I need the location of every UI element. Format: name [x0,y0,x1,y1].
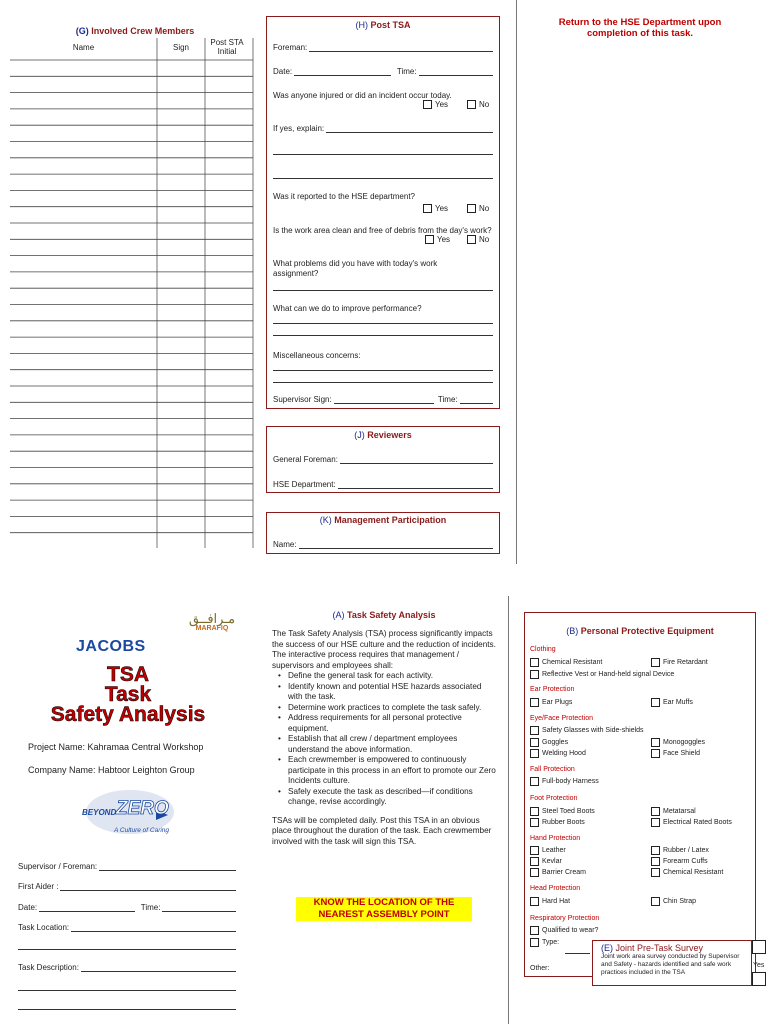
crew-table [10,24,260,554]
ppe-title [525,626,755,636]
crew-section [10,24,260,554]
ppe-barrier-cream[interactable]: Barrier Cream [530,868,586,877]
marafiq-text: MARAFIQ [195,625,229,632]
assembly-line-2: NEAREST ASSEMBLY POINT [318,909,450,920]
tsa-bullet: • Determine work practices to complete the task safely. [272,703,496,714]
reviewers-title [267,430,499,440]
first-aider-field[interactable] [18,882,236,891]
explain-line[interactable] [273,154,493,155]
task-location-line[interactable] [18,949,236,950]
supervisor-sign-label: Supervisor Sign: [273,395,332,404]
time-label: Time: [396,67,417,76]
foreman-field[interactable] [273,43,493,52]
ppe-leather[interactable]: Leather [530,846,566,855]
return-notice: Return to the HSE Department upon completion of this task. [558,17,722,39]
q-injured: Was anyone injured or did an incident occur today. [273,91,452,100]
ppe-steel-toed[interactable]: Steel Toed Boots [530,807,595,816]
beyond-zero-logo [80,784,180,842]
cover-time-label: Time: [140,903,161,912]
post-tsa-panel [266,16,500,409]
survey-letter: (E) [601,943,613,953]
supervisor-sign-field[interactable] [273,395,493,404]
task-description-field[interactable] [18,963,236,972]
jacobs-logo: JACOBS [76,638,146,655]
cover-date-time-field[interactable] [18,903,236,912]
ppe-rubber-boots[interactable]: Rubber Boots [530,818,585,827]
ppe-electrical-boots[interactable]: Electrical Rated Boots [651,818,732,827]
q-reported-yes[interactable]: Yes [423,204,448,213]
reviewers-panel [266,426,500,493]
post-tsa-title [267,20,499,30]
supervisor-label: Supervisor / Foreman: [18,862,98,871]
tsa-intro: The Task Safety Analysis (TSA) process significantly impacts the success of our HSE culture and the reduction of incidents. The interactive process requires that management / supervisors and employees shall: [272,629,496,670]
zero-text: ZERO [116,798,169,819]
ppe-respiratory-heading: Respiratory Protection [530,915,600,922]
general-foreman-field[interactable] [273,455,493,464]
marafiq-logo [182,612,242,636]
ppe-reflective-vest[interactable]: Reflective Vest or Hand-held signal Device [530,670,674,679]
tsa-title-text: Task Safety Analysis [346,610,436,620]
tsa-letter: (A) [332,610,345,620]
tsa-bullet: • Safely execute the task as described—if conditions change, revise accordingly. [272,787,496,808]
survey-title-text: Joint Pre-Task Survey [615,943,704,953]
fold-divider-bottom [508,596,509,1024]
crew-col-name: Name [72,43,95,52]
ppe-welding-hood[interactable]: Welding Hood [530,749,586,758]
survey-yes-box[interactable] [752,940,766,954]
crew-title-text: Involved Crew Members [91,26,195,36]
tsa-bullet: • Define the general task for each activity. [272,671,496,682]
ppe-forearm-cuffs[interactable]: Forearm Cuffs [651,857,708,866]
ppe-rubber-latex[interactable]: Rubber / Latex [651,846,709,855]
q-clean-yes[interactable]: Yes [423,235,450,244]
misc-line[interactable] [273,370,493,371]
tsa-bullet: • Establish that all crew / department employees understand the above information. [272,734,496,755]
tsa-bullets [272,671,496,808]
improve-line[interactable] [273,335,493,336]
cover-title [28,665,228,725]
supervisor-field[interactable] [18,862,236,871]
explain-field[interactable] [273,124,493,133]
explain-line[interactable] [273,178,493,179]
ppe-face-shield[interactable]: Face Shield [651,749,700,758]
q-clean-no[interactable]: No [467,235,489,244]
tsa-bullet: • Address requirements for all personal protective equipment. [272,713,496,734]
date-label: Date: [273,67,293,76]
company-name: Company Name: Habtoor Leighton Group [28,765,195,775]
management-name-label: Name: [273,540,297,549]
ppe-type[interactable]: Type: [530,938,559,947]
ppe-safety-glasses[interactable]: Safety Glasses with Side-shields [530,726,644,735]
explain-label: If yes, explain: [273,124,325,133]
q-improve: What can we do to improve performance? [273,304,422,313]
survey-text: Joint work area survey conducted by Supervisor and Safety - hazards identified and safe work practices included in the TSA [601,953,740,976]
ppe-chin-strap[interactable]: Chin Strap [651,897,696,906]
ppe-hand-heading: Hand Protection [530,835,581,842]
date-time-field[interactable] [273,67,493,76]
ppe-monogoggles[interactable]: Monogoggles [651,738,705,747]
ppe-other[interactable]: Other: [530,965,550,972]
tagline: A Culture of Caring [114,827,170,834]
crew-col-post: Post STA Initial [210,38,244,56]
survey-yes-label: Yes [753,962,765,969]
beyond-text: BEYOND [82,808,117,817]
tsa-closing: TSAs will be completed daily. Post this TSA in an obvious place throughout the duration of the task. Each crewmember involved with the task will sign this TSA. [272,815,492,846]
tsa-bullet: • Identify known and potential HSE hazards associated with the task. [272,682,496,703]
cover-title-safety-analysis: Safety Analysis [50,703,206,726]
crew-col-sign: Sign [172,43,189,52]
post-tsa-letter: (H) [355,20,368,30]
improve-line[interactable] [273,323,493,324]
ppe-panel [524,612,756,977]
ppe-full-body-harness[interactable]: Full-body Harness [530,777,599,786]
ppe-head-heading: Head Protection [530,885,581,892]
ppe-eye-heading: Eye/Face Protection [530,715,594,722]
reviewers-title-text: Reviewers [367,430,412,440]
ppe-chemical-resistant-gloves[interactable]: Chemical Resistant [651,868,723,877]
assembly-point-banner [296,897,472,921]
fold-divider [516,0,517,564]
ppe-ear-plugs[interactable]: Ear Plugs [530,698,572,707]
management-title [267,515,499,525]
management-title-text: Management Participation [334,515,447,525]
q-reported-no[interactable]: No [467,204,489,213]
hse-department-field[interactable] [273,480,493,489]
task-description-line[interactable] [18,1009,236,1010]
ppe-clothing-heading: Clothing [530,646,556,653]
tsa-title [272,610,496,620]
q-clean: Is the work area clean and free of debris from the day's work? [273,226,492,235]
hse-department-label: HSE Department: [273,480,336,489]
problems-line[interactable] [273,290,493,291]
task-location-field[interactable] [18,923,236,932]
task-location-label: Task Location: [18,923,70,932]
task-description-label: Task Description: [18,963,79,972]
cover-date-label: Date: [18,903,38,912]
ppe-hard-hat[interactable]: Hard Hat [530,897,570,906]
general-foreman-label: General Foreman: [273,455,338,464]
q-injured-no[interactable]: No [467,100,489,109]
ppe-fall-heading: Fall Protection [530,766,575,773]
ppe-foot-heading: Foot Protection [530,795,578,802]
post-tsa-title-text: Post TSA [370,20,411,30]
first-aider-label: First Aider : [18,882,59,891]
foreman-label: Foreman: [273,43,308,52]
ppe-goggles[interactable]: Goggles [530,738,568,747]
ppe-metatarsal[interactable]: Metatarsal [651,807,696,816]
assembly-line-1: KNOW THE LOCATION OF THE [313,897,455,908]
management-panel [266,512,500,554]
ppe-title-text: Personal Protective Equipment [580,626,714,636]
ppe-qualified[interactable]: Qualified to wear? [530,926,598,935]
misc-line[interactable] [273,382,493,383]
tsa-section [272,610,496,847]
marafiq-arabic: مـرافــق [188,611,236,626]
reviewers-letter: (J) [354,430,365,440]
misc-concerns: Miscellaneous concerns: [273,351,361,360]
ppe-fire-retardant[interactable]: Fire Retardant [651,658,708,667]
management-name-field[interactable] [273,540,493,549]
ppe-type-line[interactable] [565,953,590,954]
cover-title-tsa: TSA [107,663,149,686]
task-description-line[interactable] [18,990,236,991]
management-letter: (K) [319,515,332,525]
ppe-ear-heading: Ear Protection [530,686,575,693]
q-injured-yes[interactable]: Yes [423,100,448,109]
q-problems: What problems did you have with today's work assignment? [273,259,438,278]
survey-title [593,941,751,953]
q-reported: Was it reported to the HSE department? [273,192,415,201]
tsa-bullet: • Each crewmember is empowered to continuously participate in this process in an effort to promote our Zero Incidents culture. [272,755,496,787]
sign-time-label: Time: [437,395,458,404]
survey-panel [592,940,752,986]
project-name: Project Name: Kahramaa Central Workshop [28,742,204,752]
ppe-chemical-resistant[interactable]: Chemical Resistant [530,658,602,667]
ppe-letter: (B) [566,626,579,636]
cover-title-task: Task [104,683,152,706]
ppe-ear-muffs[interactable]: Ear Muffs [651,698,693,707]
survey-no-box[interactable] [752,972,766,986]
crew-letter: (G) [75,26,89,36]
ppe-kevlar[interactable]: Kevlar [530,857,562,866]
